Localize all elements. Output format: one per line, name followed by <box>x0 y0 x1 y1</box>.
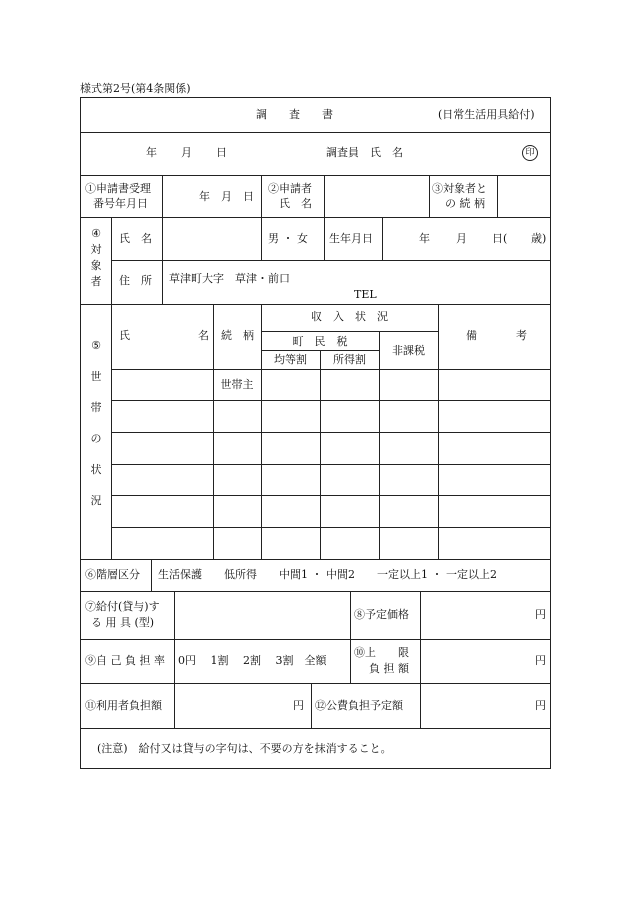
birth-month-label: 月 <box>456 232 467 245</box>
row-divider <box>81 591 550 592</box>
public-burden-label: ⑫公費負担予定額 <box>315 699 403 712</box>
col-divider <box>438 304 439 559</box>
burden-limit-label: ⑩上 限 <box>354 646 409 659</box>
user-burden-unit: 円 <box>293 699 304 712</box>
col-divider <box>174 683 175 728</box>
age-label: 歳) <box>531 232 547 245</box>
town-tax-head: 町 民 税 <box>292 335 348 348</box>
subject-name-label: 氏 名 <box>119 232 152 245</box>
seal-mark: 印 <box>522 145 538 161</box>
survey-form <box>80 97 551 769</box>
form-subtitle: (日常生活用具給付) <box>438 108 535 121</box>
birth-date-label: 生年月日 <box>329 232 373 245</box>
planned-price-label: ⑧予定価格 <box>354 608 409 621</box>
equal-split-head: 均等割 <box>274 353 307 366</box>
public-burden-unit: 円 <box>535 699 546 712</box>
household-section-label: ⑤ 世 帯 の 状 況 <box>90 339 102 507</box>
class-label: ⑥階層区分 <box>85 568 140 581</box>
income-head: 収 入 状 況 <box>311 310 388 323</box>
remarks-head-right: 考 <box>516 329 527 342</box>
investigation-year-label: 年 <box>146 146 157 159</box>
row-divider <box>111 400 550 401</box>
relation-label: ③対象者と <box>432 182 487 195</box>
applicant-label-line2: 氏 名 <box>279 197 312 210</box>
investigation-day-label: 日 <box>216 146 227 159</box>
burden-limit-unit: 円 <box>535 654 546 667</box>
address-value: 草津町大字 草津・前口 <box>169 272 290 285</box>
col-divider <box>382 217 383 260</box>
birth-year-label: 年 <box>419 232 430 245</box>
col-divider <box>261 217 262 260</box>
row-divider <box>81 683 550 684</box>
remarks-head: 備 <box>466 329 477 342</box>
sex-select: 男 ・ 女 <box>268 232 308 245</box>
household-name-head: 氏 <box>119 329 130 342</box>
col-divider <box>320 350 321 559</box>
col-divider <box>111 304 112 559</box>
row-divider <box>81 132 550 133</box>
col-divider <box>350 591 351 639</box>
col-divider <box>174 639 175 683</box>
col-divider <box>174 591 175 639</box>
row-divider <box>111 527 550 528</box>
row-divider <box>111 369 550 370</box>
col-divider <box>162 217 163 304</box>
footnote: (注意) 給付又は貸与の字句は、不要の方を抹消すること。 <box>97 742 392 755</box>
row-divider <box>81 217 550 218</box>
col-divider <box>213 304 214 559</box>
col-divider <box>261 175 262 217</box>
equipment-label-line2: る 用 具 (型) <box>91 616 155 629</box>
planned-price-unit: 円 <box>535 608 546 621</box>
row-divider <box>261 331 438 332</box>
col-divider <box>420 683 421 728</box>
col-divider <box>429 175 430 217</box>
col-divider <box>324 217 325 260</box>
row-divider <box>81 728 550 729</box>
birth-day-label: 日( <box>492 232 508 245</box>
row-divider <box>111 432 550 433</box>
user-burden-label: ⑪利用者負担額 <box>85 699 162 712</box>
row-divider <box>81 304 550 305</box>
self-burden-rate-label: ⑨自 己 負 担 率 <box>85 654 165 667</box>
tel-label: TEL <box>354 288 377 301</box>
receipt-label-line2: 番号年月日 <box>93 197 148 210</box>
row-divider <box>81 175 550 176</box>
row-divider <box>111 495 550 496</box>
row-divider <box>111 260 550 261</box>
col-divider <box>311 683 312 728</box>
receipt-date-field: 年 月 日 <box>199 190 254 203</box>
investigator-name-label: 調査員 氏 名 <box>326 146 403 159</box>
class-options: 生活保護 低所得 中間1 ・ 中間2 一定以上1 ・ 一定以上2 <box>158 568 497 581</box>
col-divider <box>162 175 163 217</box>
applicant-label: ②申請者 <box>268 182 312 195</box>
row-divider <box>81 639 550 640</box>
col-divider <box>420 639 421 683</box>
income-split-head: 所得割 <box>333 353 366 366</box>
non-taxable-head: 非課税 <box>392 344 425 357</box>
self-burden-rate-options: 0円 1割 2割 3割 全額 <box>178 654 327 667</box>
receipt-label: ①申請書受理 <box>85 182 151 195</box>
col-divider <box>111 217 112 304</box>
col-divider <box>497 175 498 217</box>
form-title: 調 査 書 <box>256 108 333 121</box>
col-divider <box>350 639 351 683</box>
equipment-label: ⑦給付(貸与)す <box>85 600 160 613</box>
head-of-household-cell: 世帯主 <box>220 378 254 391</box>
household-name-head-right: 名 <box>198 329 209 342</box>
burden-limit-label-line2: 負 担 額 <box>369 662 409 675</box>
household-relation-head: 続 柄 <box>221 329 254 342</box>
col-divider <box>151 559 152 591</box>
col-divider <box>420 591 421 639</box>
address-label: 住 所 <box>119 274 152 287</box>
form-caption: 様式第2号(第4条関係) <box>80 82 191 95</box>
row-divider <box>111 464 550 465</box>
col-divider <box>379 331 380 559</box>
subject-section-label: ④ 対 象 者 <box>90 227 102 288</box>
relation-label-line2: の 続 柄 <box>445 197 485 210</box>
col-divider <box>324 175 325 217</box>
investigation-month-label: 月 <box>181 146 192 159</box>
